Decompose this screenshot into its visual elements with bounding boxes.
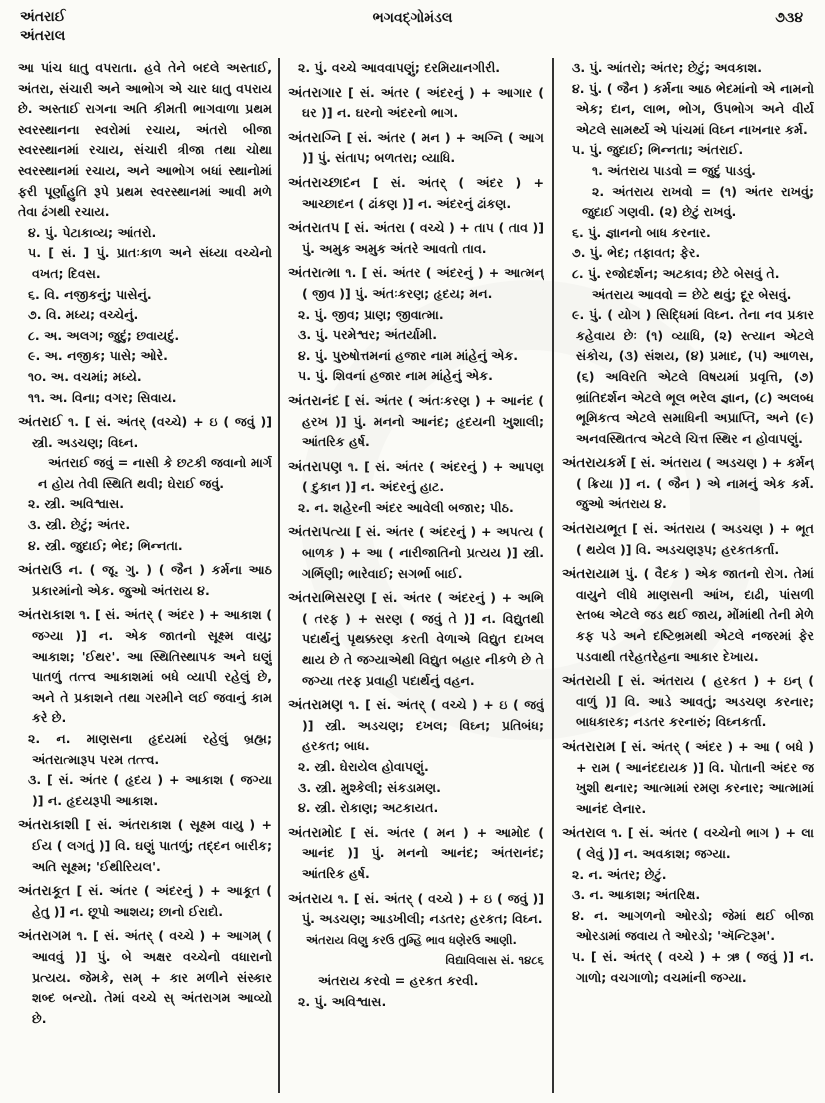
definition-text: ૨. ન. અંતર; છેટું. <box>572 866 667 882</box>
definition-text: અંતરાય કરવો = હરકત કરવી. <box>318 972 479 988</box>
guide-word-last: અંતરાલ <box>20 28 66 44</box>
page-number: ૭૩૪ <box>775 10 803 26</box>
definition-text: [ સં. અંતર ( અંદરનું ) + આગાર ( ઘર )] ન. ઘરનો અંદરનો ભાગ. <box>302 84 544 121</box>
sense-line <box>18 326 272 347</box>
definition-text: ૨. સ્ત્રી. ઘેરાયેલ હોવાપણું. <box>298 759 429 774</box>
definition-text: ૧. [ સં. અંતર્ ( વચ્ચે ) + આગમ્ ( આવવું )] પું. બે અક્ષર વચ્ચેનો વધારાનો પ્રત્યય. જેમકે, સમ્ + કાર મળીને સંસ્કાર શબ્દ બન્યો. તેમાં વચ્ચે સ્ અંતરાગમ આવ્યો છે. <box>32 928 272 1026</box>
sense-line <box>288 798 544 819</box>
headword: અંતરાલ <box>562 825 606 842</box>
dictionary-entry <box>288 173 544 214</box>
headword: અંતરાઉ <box>18 562 62 579</box>
dictionary-entry <box>562 564 814 667</box>
sense-line <box>562 223 814 244</box>
definition-text: ૧. [ સં. અંતર્ ( અંદર ) + આકાશ ( જગ્યા )] ન. એક જાતનો સૂક્ષ્મ વાયુ; આકાશ; 'ઈથર'. આ સ્થિતિસ્થાપક અને ઘણું પાતળું તત્ત્વ આકાશમાં બધે વ્યાપી રહેલું છે, અને તે પ્રકાશને તથા ગરમીને લઈ જવાનું કામ કરે છે. <box>32 607 272 726</box>
definition-text: [ સં. અંતર ( અંદરનું ) + આકૂત ( હેતુ )] ન. છૂપો આશય; છાનો ઈરાદો. <box>32 883 272 919</box>
definition-text: અંતરાય વિણુ કરઉ તુમ્હિ ભાવ ધણેરઉ આણી. <box>306 932 517 947</box>
sense-line <box>18 515 272 536</box>
definition-text: [ સં. અંતરા ( વચ્ચે ) + તાપ ( તાવ )] પું. અમુક અમુક અંતરે આવતો તાવ. <box>302 220 544 256</box>
column-right <box>562 58 814 1098</box>
dictionary-entry <box>18 560 272 601</box>
sense-line <box>288 992 544 1013</box>
sense-line <box>18 536 272 557</box>
sense-line <box>18 285 272 306</box>
quotation <box>288 930 544 971</box>
sense-line <box>288 305 544 326</box>
usage-example <box>288 971 544 992</box>
sense-line <box>288 58 544 79</box>
definition-text: ૩. પું. પરમેશ્વર; અંતર્યામી. <box>298 327 437 343</box>
sense-line <box>562 865 814 886</box>
definition-text: [ સં. અંતરાય ( અડચણ ) + ભૂત ( થયેલ )] વિ. અડચણરૂપ; હરકતકર્તા. <box>576 521 814 557</box>
headword: અંતરાચ્છાદન <box>288 174 361 191</box>
headword: અંતરાભિસરણ <box>288 590 366 607</box>
definition-text: ૬. પું. જ્ઞાનનો બાધ કરનાર. <box>572 224 711 240</box>
definition-text: ૭. વિ. મધ્ય; વચ્ચેનું. <box>28 307 139 323</box>
dictionary-entry <box>18 605 272 729</box>
sense-line <box>562 305 814 449</box>
citation-source: વિદ્યાવિલાસ સં. ૧૪૮૬ <box>445 953 544 968</box>
sense-line <box>288 366 544 387</box>
dictionary-entry <box>288 391 544 453</box>
definition-text: ૨. ન. માણસના હૃદયમાં રહેલું બ્રહ્મ; અંતરાત્મારૂપ પરમ તત્ત્વ. <box>28 731 272 767</box>
sense-line <box>18 494 272 515</box>
headword: અંતરાતપ <box>288 220 340 237</box>
headword: અંતરાપણ <box>288 458 343 475</box>
sense-line <box>288 498 544 519</box>
definition-text: ૪. ન. આગળનો ઓરડો; જેમાં થઈ બીજા ઓરડામાં જવાય તે ઓરડો; 'ઍન્ટિરૂમ'. <box>572 907 814 944</box>
dictionary-entry <box>288 83 544 124</box>
definition-text: ૩. સ્ત્રી. મુશ્કેલી; સંકડામણ. <box>298 779 441 795</box>
definition-text: ૨. પું. વચ્ચે આવવાપણું; દરમિયાનગીરી. <box>298 60 501 75</box>
dictionary-entry <box>288 263 544 304</box>
headword: અંતરાકાશ <box>18 607 76 624</box>
headword: અંતરામણ <box>288 697 344 714</box>
definition-text: ૨. સ્ત્રી. અવિશ્વાસ. <box>28 496 125 512</box>
sense-line <box>288 346 544 367</box>
dictionary-entry <box>18 881 272 922</box>
definition-text: ૯. પું. ( યોગ ) સિદ્ધિમાં વિઘ્ન. તેના નવ પ્રકાર કહેવાય છેઃ (૧) વ્યાધિ, (૨) સ્ત્યાન એટલે સંકોચ, (૩) સંશય, (૪) પ્રમાદ, (૫) આળસ, (૬) અવિરતિ એટલે વિષયમાં પ્રવૃત્તિ, (૭) ભ્રાંતિદર્શન એટલે ભૂલ ભરેલ જ્ઞાન, (૮) અલબ્ધ ભૂમિકત્વ એટલે સમાધિની અપ્રાપ્તિ, અને (૯) અનવસ્થિતત્વ એટલે ચિત્ત સ્થિર ન હોવાપણું. <box>572 307 814 446</box>
sense-line <box>562 906 814 947</box>
headword: અંતરાઈ <box>18 414 63 431</box>
continuation-text <box>18 58 272 223</box>
sense-line <box>18 729 272 770</box>
definition-text: ૪. પું. પુરુષોત્તમનાં હજાર નામ માંહેનું એક. <box>298 347 519 363</box>
headword: અંતરાય <box>288 890 333 907</box>
usage-example <box>18 453 272 494</box>
definition-text: અંતરાઈ જવું = નાસી કે છટકી જવાનો માર્ગ ન હોય તેવી સ્થિતિ થવી; ઘેરાઈ જવું. <box>38 455 272 491</box>
headword: અંતરાકૂત <box>18 883 71 900</box>
definition-text: ૧૧. અ. વિના; વગર; સિવાય. <box>28 389 177 405</box>
definition-text: ૧. [ સં. અંતર્ ( વચ્ચે ) + ઇ ( જવું )] સ્ત્રી. અડચણ; દખલ; વિઘ્ન; પ્રતિબંધ; હરકત; બાધ. <box>302 697 544 754</box>
dictionary-entry <box>288 218 544 259</box>
definition-text: ૨. ન. શહેરની અંદર આવેલી બજાર; પીઠ. <box>298 499 514 515</box>
definition-text: ૬. વિ. નજીકનું; પાસેનું. <box>28 286 152 302</box>
definition-text: ૯. અ. નજીક; પાસે; ઓરે. <box>28 348 168 364</box>
headword: અંતરાપત્યા <box>288 524 351 541</box>
sense-line <box>288 778 544 799</box>
dictionary-entry <box>562 671 814 733</box>
usage-example <box>562 285 814 306</box>
definition-text: ૪. સ્ત્રી. રોકાણ; અટકાયત. <box>298 800 439 816</box>
definition-text: ૧. [ સં. અંતર ( અંદરનું ) + આત્મન્ ( જીવ )] પું. અંતઃકરણ; હૃદય; મન. <box>302 265 544 301</box>
column-divider <box>278 58 280 1093</box>
dictionary-entry <box>288 695 544 757</box>
definition-text: ૮. પું. રજોદર્શન; અટકાવ; છેટે બેસવું તે. <box>572 265 780 281</box>
definition-text: ૨. અંતરાય રાખવો = (૧) અંતર રાખવું; જુદાઈ ગણવી. (૨) છેટું રાખવું. <box>582 183 814 220</box>
definition-text: ૧. [ સં. અંતર્ ( વચ્ચે ) + ઇ ( જવું )] પું. અડચણ; આડખીલી; નડતર; હરકત; વિઘ્ન. <box>302 890 544 927</box>
definition-text: ૮. અ. અલગ; જુદું; છવાયદું. <box>28 327 180 343</box>
dictionary-entry <box>288 588 544 691</box>
headword: અંતરાયામ <box>562 566 620 583</box>
headword: અંતરાયી <box>562 673 611 690</box>
definition-text: ૨. પું. જીવ; પ્રાણ; જીવાત્મા. <box>298 306 444 322</box>
headword: અંતરાનંદ <box>288 392 340 409</box>
dictionary-entry <box>562 823 814 864</box>
definition-text: ન. ( જૂ. ગુ. ) ( જૈન ) કર્મના આઠ પ્રકારમાંનો એક. જુઓ અંતરાય ૪. <box>32 562 272 598</box>
definition-text: ૧. [ સં. અંતર ( અંદરનું ) + આપણ ( દુકાન )] ન. અંદરનું હાટ. <box>302 458 544 495</box>
dictionary-entry <box>562 453 814 515</box>
definition-text: [ સં. અંતર ( અંતઃકરણ ) + આનંદ ( હરખ )] પું. મનનો આનંદ; હૃદયની ખુશાલી; આંતરિક હર્ષ. <box>302 392 544 450</box>
dictionary-entry <box>18 815 272 877</box>
definition-text: ૪. પું. ( જૈન ) કર્મના આઠ ભેદમાંનો એ નામનો એક; દાન, લાભ, ભોગ, ઉપભોગ અને વીર્ય એટલે સામર્થ્ય એ પાંચમાં વિઘ્ન નાખનાર કર્મ. <box>572 80 814 137</box>
headword: અંતરાત્મા <box>288 265 341 282</box>
book-title: ભગવદ્ગોમંડલ <box>372 10 453 26</box>
column-divider <box>552 58 554 1093</box>
headword: અંતરારામ <box>562 739 616 755</box>
definition-text: [ સં. અંતર ( મન ) + આમોદ ( આનંદ )] પું. મનનો આનંદ; અંતરાનંદ; આંતરિક હર્ષ. <box>302 824 544 881</box>
definition-text: ૪. સ્ત્રી. જુદાઈ; ભેદ; ભિન્નતા. <box>28 537 183 553</box>
dictionary-entry <box>18 412 272 453</box>
sense-line <box>18 346 272 367</box>
sense-line <box>18 223 272 244</box>
headword: અંતરામોદ <box>288 824 343 841</box>
sense-line <box>562 885 814 906</box>
dictionary-entry <box>288 128 544 169</box>
definition-text: ૭. પું. ભેદ; તફાવત; ફેર. <box>572 245 701 261</box>
sense-line <box>562 79 814 141</box>
definition-text: ૧. અંતરાય પાડવો = જુદું પાડવું. <box>592 162 756 178</box>
dictionary-entry <box>562 519 814 560</box>
dictionary-entry <box>288 457 544 498</box>
dictionary-entry <box>18 926 272 1029</box>
definition-text: [ સં. અંતર ( અંદરનું ) + અપત્ય ( બાળક ) + આ ( નારીજાતિનો પ્રત્યય )] સ્ત્રી. ગર્ભિણી; ભારેવાઈ; સગર્ભા બાઈ. <box>302 524 544 581</box>
definition-text: [ સં. અંતર્ ( અંદર ) + આચ્છાદન ( ઢાંકણ )] ન. અંદરનું ઢાંકણ. <box>302 174 544 211</box>
sense-line <box>18 367 272 388</box>
headword: અંતરાગ્નિ <box>288 129 342 146</box>
headword: અંતરાગમ <box>18 928 72 945</box>
definition-text: [ સં. અંતર્ ( અંદર ) + આ ( બધે ) + રામ ( આનંદદાયક )] વિ. પોતાની અંદર જ ખુશી થનાર; આત્મામાં રમણ કરનાર; આત્મામાં આનંદ લેનાર. <box>576 739 814 816</box>
sense-line <box>18 770 272 811</box>
definition-text: ૩. [ સં. અંતર ( હૃદય ) + આકાશ ( જગ્યા )] ન. હૃદયરૂપી આકાશ. <box>28 772 272 808</box>
sense-line <box>562 264 814 285</box>
definition-text: [ સં. અંતરાકાશ ( સૂક્ષ્મ વાયુ ) + ઈય ( લગતું )] વિ. ઘણું પાતળું; તદ્દન બારીક; અતિ સૂક્ષ્મ; 'ઈથીરિયલ'. <box>32 817 272 874</box>
sense-line <box>288 325 544 346</box>
sense-line <box>18 388 272 409</box>
definition-text: ૩. ન. આકાશ; અંતરિક્ષ. <box>572 887 701 903</box>
definition-text: પું. ( વૈદક ) એક જાતનો રોગ. તેમાં વાયુને લીધે માણસની આંખ, દાઢી, પાંસળી સ્તબ્ધ એટલે જડ થઈ જાય, મોંમાંથી તેની મેળે કફ પડે અને દષ્ટિભ્રમથી એટલે નજરમાં ફેર પડવાથી તરેહતરેહના આકાર દેખાય. <box>576 566 814 664</box>
definition-text: [ સં. અંતરાય ( અડચણ ) + કર્મન્ ( ક્રિયા )] ન. ( જૈન ) એ નામનું એક કર્મ. જુઓ અંતરાય ૪. <box>576 455 814 512</box>
definition-text: [ સં. અંતર ( અંદરનું ) + અભિ ( તરફ ) + સરણ ( જવું તે )] ન. વિદ્યુતથી પદાર્થનું પૃથક્કરણ કરતી વેળાએ વિદ્યુત દાખલ થાય છે તે જગ્યાએથી વિદ્યુત બહાર નીકળે છે તે જગ્યા તરફ પ્રવાહી પદાર્થનું વહન. <box>302 590 544 688</box>
column-left <box>18 58 272 1098</box>
guide-word-first: અંતરાઈ <box>20 9 66 25</box>
definition-text: ૧૦. અ. વચમાં; મધ્યે. <box>28 368 142 384</box>
sense-line <box>562 947 814 988</box>
definition-text: ૫. [ સં. ] પું. પ્રાતઃકાળ અને સંધ્યા વચ્ચેનો વખત; દિવસ. <box>28 245 272 281</box>
headword: અંતરાકાશી <box>18 817 80 834</box>
headword: અંતરાયભૂત <box>562 521 627 538</box>
definition-text: [ સં. અંતરાય ( હરકત ) + ઇન્ ( વાળું )] વિ. આડે આવતું; અડચણ કરનાર; બાધકારક; નડતર કરનારું; વિઘ્નકર્તા. <box>576 673 814 730</box>
definition-text: ૧. [ સં. અંતર ( વચ્ચેનો ભાગ ) + લા ( લેવું )] ન. અવકાશ; જગ્યા. <box>576 825 814 861</box>
dictionary-entry <box>288 889 544 930</box>
definition-text: અંતરાય આવવો = છેટે થવું; દૂર બેસવું. <box>592 286 792 302</box>
definition-text: ૧. [ સં. અંતર્ (વચ્ચે) + ઇ ( જવું )] સ્ત્રી. અડચણ; વિઘ્ન. <box>32 414 272 450</box>
dictionary-entry <box>288 823 544 885</box>
sense-line <box>562 140 814 161</box>
definition-text: [ સં. અંતર ( મન ) + અગ્નિ ( આગ )] પું. સંતાપ; બળતરા; વ્યાધિ. <box>302 129 544 166</box>
definition-text: ૩. સ્ત્રી. છેટું; અંતર. <box>28 517 131 533</box>
definition-text: ૪. પું. પેટાકાવ્ય; આંતરો. <box>28 224 157 240</box>
definition-text: ૨. પું. અવિશ્વાસ. <box>298 993 387 1009</box>
definition-text: ૩. પું. આંતરો; અંતર; છેટું; અવકાશ. <box>572 60 763 75</box>
definition-text: આ પાંચ ધાતુ વપરાતા. હવે તેને બદલે અસ્તાઈ, અંતરા, સંચારી અને આભોગ એ ચાર ધાતુ વપરાય છે. અસ્તાઈ રાગના અતિ કીમતી ભાગવાળા પ્રથમ સ્વરસ્થાનના સ્વરોમાં રચાય, અંતરો બીજા સ્વરસ્થાનમાં રચાય, સંચારી ત્રીજા તથા ચોથા સ્વરસ્થાનમાં રચાય, અને આભોગ બધાં સ્થાનોમાં ફરી પૂર્ણાહુતિ રૂપે પ્રથમ સ્વરસ્થાનમાં આવી મળે તેવા ઢંગથી રચાય. <box>18 60 272 220</box>
sense-line <box>288 757 544 778</box>
headword: અંતરાગાર <box>288 84 342 101</box>
usage-example <box>562 182 814 223</box>
sense-line <box>562 58 814 79</box>
definition-text: ૫. પું. શિવનાં હજાર નામ માંહેનું એક. <box>298 368 493 384</box>
definition-text: ૫. [ સં. અંતર્ ( વચ્ચે ) + ઋ ( જવું )] ન. ગાળો; વચગાળો; વચમાંની જગ્યા. <box>572 948 814 985</box>
sense-line <box>18 305 272 326</box>
sense-line <box>562 243 814 264</box>
definition-text: ૫. પું. જુદાઈ; ભિન્નતા; અંતરાઈ. <box>572 142 744 158</box>
sense-line <box>18 243 272 284</box>
column-middle <box>288 58 544 1098</box>
headword: અંતરાયકર્મ <box>562 455 627 472</box>
dictionary-entry <box>562 737 814 819</box>
dictionary-entry <box>288 522 544 584</box>
usage-example <box>562 161 814 182</box>
